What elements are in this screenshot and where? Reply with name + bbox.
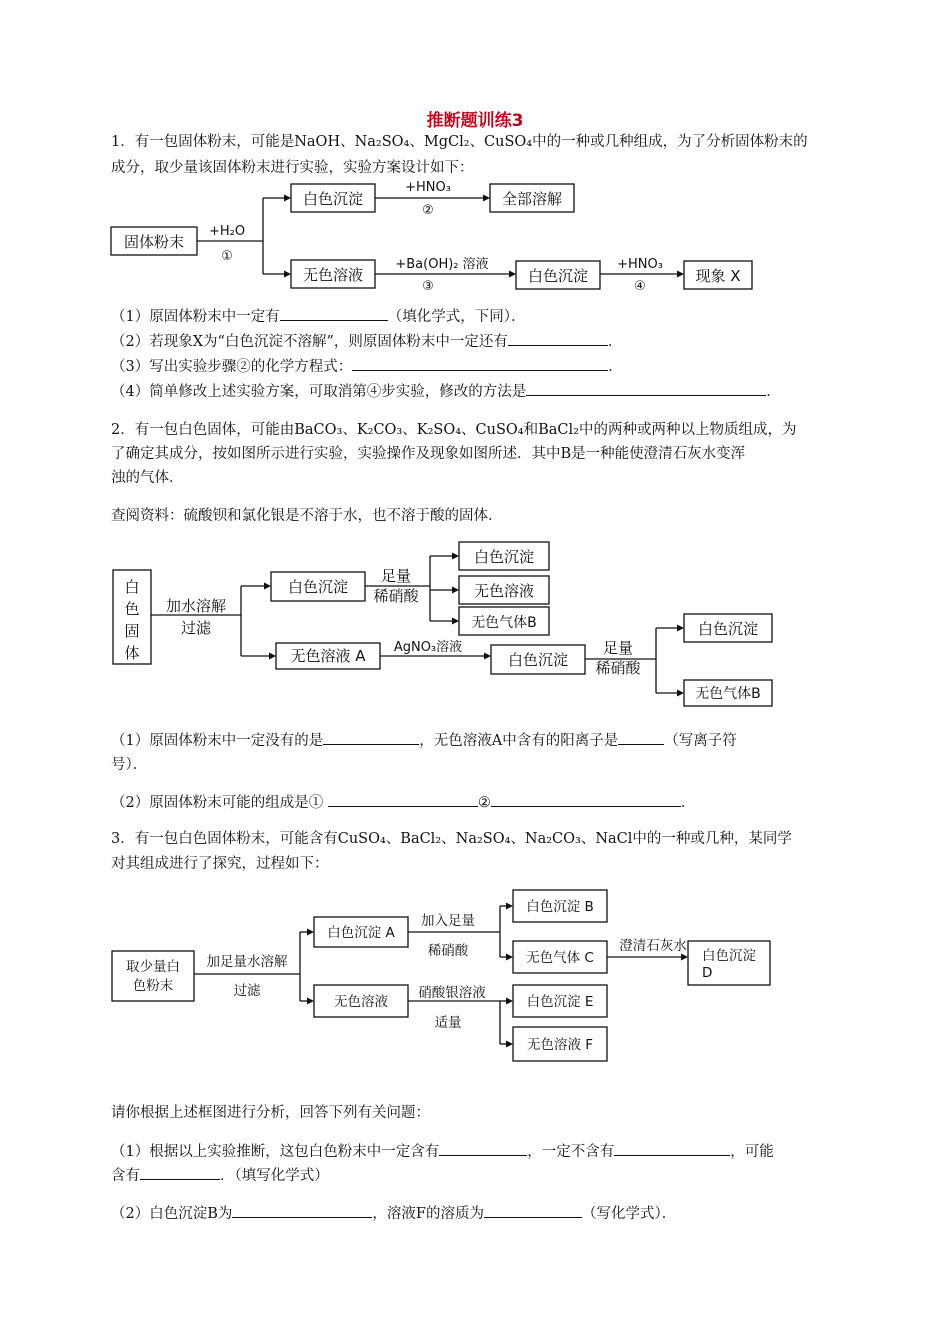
q2-node-lower-ppt: 白色沉淀	[507, 651, 569, 669]
q3-op2-b: 稀硝酸	[427, 943, 469, 959]
q3-node-upper-r1: 白色沉淀 B	[526, 899, 594, 915]
q3-node-gas-result-a: 白色沉淀	[702, 948, 756, 964]
q2-start-char4: 体	[124, 644, 140, 662]
q3-stem-line2: 对其组成进行了探究，过程如下：	[111, 856, 329, 872]
q3-node-lower-r2: 无色溶液 F	[526, 1037, 594, 1053]
q1-op2-number: ②	[422, 203, 434, 218]
page-title: 推断题训练3	[426, 111, 524, 131]
q1-node-lower-ppt: 白色沉淀	[527, 267, 589, 285]
q3-stem-line1: 3．有一包白色固体粉末，可能含有CuSO₄、BaCl₂、Na₂SO₄、Na₂CO₃、NaCl中的一种或几种，某同学	[111, 831, 792, 847]
q2-part1-cont: 号）．	[111, 757, 148, 773]
q3-node-lower-r1: 白色沉淀 E	[526, 994, 594, 1010]
q2-start-char1: 白	[124, 578, 140, 596]
q2-op4-b: 稀硝酸	[595, 659, 641, 677]
q1-op1-reagent: +H₂O	[208, 224, 246, 239]
q1-node-upper-result: 全部溶解	[501, 190, 563, 208]
q2-start-char2: 色	[124, 600, 140, 618]
q1-part1: （1）原固体粉末中一定有 （填化学式，下同）．	[111, 306, 525, 327]
q1-op1-number: ①	[221, 249, 233, 264]
q3-node-lower: 无色溶液	[334, 994, 388, 1010]
q1-node-start: 固体粉末	[123, 233, 185, 251]
q1-stem-line2: 成分，取少量该固体粉末进行实验，实验方案设计如下：	[111, 160, 474, 176]
q2-node-upper-r2: 无色溶液	[473, 582, 535, 600]
q1-node-upper: 白色沉淀	[302, 190, 364, 208]
q3-part1-cont: 含有 ．（填写化学式）	[111, 1165, 329, 1186]
q2-node-lower-r1: 白色沉淀	[697, 620, 759, 638]
q2-op1-a: 加水溶解	[165, 597, 227, 615]
q2-node-upper-r3: 无色气体B	[471, 615, 537, 631]
q2-part1: （1）原固体粉末中一定没有的是 ，无色溶液A中含有的阳离子是 （写离子符	[111, 730, 737, 751]
q3-op2-a: 加入足量	[421, 913, 475, 929]
q2-reference: 查阅资料：硫酸钡和氯化银是不溶于水，也不溶于酸的固体．	[111, 508, 503, 524]
q1-stem-line1: 1．有一包固体粉末，可能是NaOH、Na₂SO₄、MgCl₂、CuSO₄中的一种或几种组成，为了分析固体粉末的	[111, 134, 808, 150]
q2-node-upper: 白色沉淀	[287, 578, 349, 596]
q1-part2: （2）若现象X为“白色沉淀不溶解”，则原固体粉末中一定还有 ．	[111, 331, 622, 352]
q2-stem-line2: 了确定其成分，按如图所示进行实验，实验操作及现象如图所述．其中B是一种能使澄清石灰水变浑	[111, 446, 746, 462]
q2-op3: AgNO₃溶液	[393, 640, 463, 655]
q3-intro: 请你根据上述框图进行分析，回答下列有关问题：	[111, 1105, 430, 1121]
q3-op4-b: 适量	[434, 1015, 462, 1031]
q2-stem-line3: 浊的气体．	[111, 470, 184, 486]
q1-op3-reagent: +Ba(OH)₂ 溶液	[395, 257, 489, 272]
q3-node-start-a: 取少量白	[126, 959, 180, 975]
q3-part2: （2）白色沉淀B为 ，溶液F的溶质为 （写化学式）．	[111, 1203, 676, 1224]
q2-op4-a: 足量	[602, 639, 634, 657]
q1-op2-reagent: +HNO₃	[405, 180, 451, 195]
q3-part1: （1）根据以上实验推断，这包白色粉末中一定含有 ，一定不含有 ，可能	[111, 1141, 774, 1162]
q1-node-lower-result: 现象 X	[695, 267, 741, 285]
q3-op3: 澄清石灰水	[619, 938, 687, 954]
q3-node-gas-result-b: D	[702, 965, 713, 981]
q1-part4: （4）简单修改上述实验方案，可取消第④步实验，修改的方法是 ．	[111, 381, 781, 402]
q1-op4-reagent: +HNO₃	[617, 257, 663, 272]
q1-op4-number: ④	[634, 279, 646, 294]
q2-start-char3: 固	[124, 622, 140, 640]
q1-part3: （3）写出实验步骤②的化学方程式： ．	[111, 356, 623, 377]
q2-op2-a: 足量	[380, 567, 412, 585]
q2-node-lower: 无色溶液 A	[290, 647, 366, 665]
q2-part2: （2）原固体粉末可能的组成是① ② ．	[111, 792, 695, 813]
q3-op1: 加足量水溶解	[206, 954, 288, 970]
q3-node-upper: 白色沉淀 A	[327, 925, 395, 941]
q2-node-lower-r2: 无色气体B	[695, 686, 761, 702]
q2-op1-b: 过滤	[180, 619, 212, 637]
q2-stem-line1: 2．有一包白色固体，可能由BaCO₃、K₂CO₃、K₂SO₄、CuSO₄和BaCl₂中的两种或两种以上物质组成，为	[111, 422, 797, 438]
q1-node-lower: 无色溶液	[302, 266, 364, 284]
q3-node-upper-r2: 无色气体 C	[526, 950, 594, 966]
q3-op1-b: 过滤	[233, 983, 261, 999]
q2-op2-b: 稀硝酸	[373, 587, 419, 605]
q1-op3-number: ③	[422, 279, 434, 294]
q2-node-upper-r1: 白色沉淀	[473, 548, 535, 566]
q3-node-start-b: 色粉末	[132, 978, 174, 994]
q3-op4-a: 硝酸银溶液	[418, 985, 486, 1001]
